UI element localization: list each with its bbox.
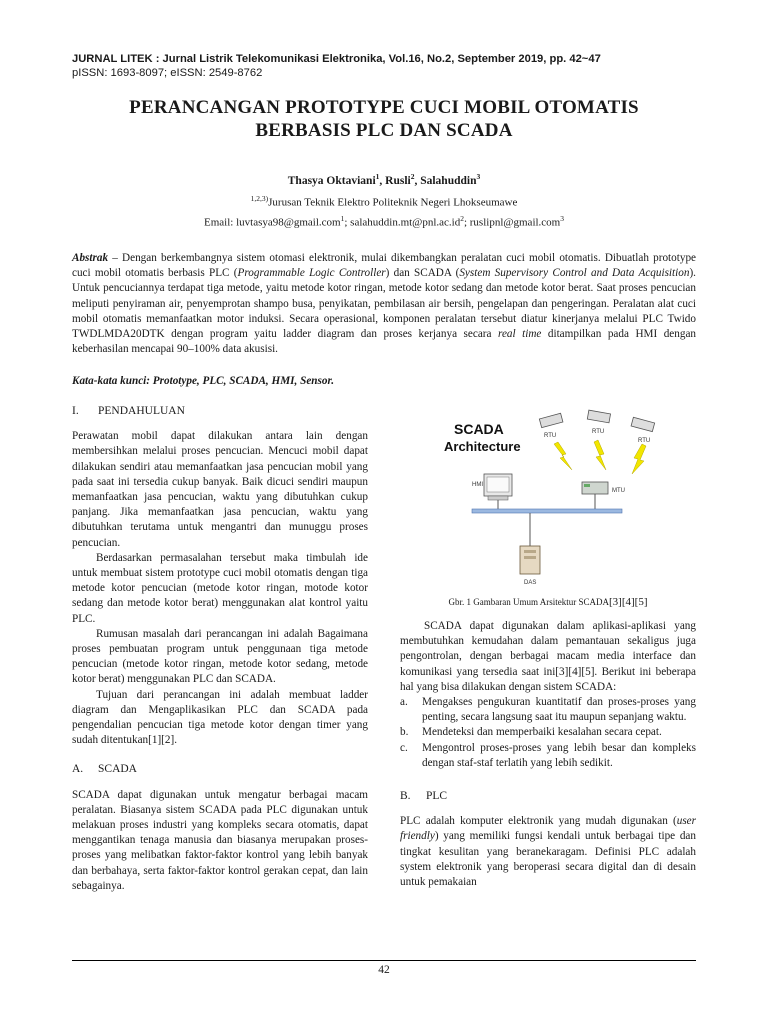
abstract-italic-2: System Supervisory Control and Data Acquisition <box>459 267 690 280</box>
title-line-2: BERBASIS PLC DAN SCADA <box>255 120 513 141</box>
abstract <box>72 251 696 357</box>
list-marker: a. <box>400 696 408 709</box>
hmi-label: HMI <box>472 482 483 488</box>
list-marker: c. <box>400 741 408 754</box>
rtu-label-2: RTU <box>592 429 605 435</box>
email-3-sup: 3 <box>560 213 564 223</box>
network-bus <box>472 509 622 513</box>
paper-title <box>60 96 708 142</box>
list-item-text: Mengakses pengukuran kuantitatif dan proses-proses yang penting, secara langsung saat itu maupun sepanjang waktu. <box>422 696 696 724</box>
left-column <box>72 404 368 894</box>
journal-header <box>72 52 712 80</box>
journal-citation: JURNAL LITEK : Jurnal Listrik Telekomunikasi Elektronika, Vol.16, No.2, September 2019, pp. 42~47 <box>72 53 601 65</box>
figure-caption-refs: [3][4][5] <box>609 596 648 608</box>
abstract-italic-1: Programmable Logic Controller <box>237 267 386 280</box>
diagram-heading-1: SCADA <box>454 421 504 437</box>
keywords: Kata-kata kunci: Prototype, PLC, SCADA, HMI, Sensor. <box>72 375 335 387</box>
rtu-label-1: RTU <box>544 433 557 439</box>
section-1-heading <box>72 404 368 419</box>
list-item-text: Mendeteksi dan memperbaiki kesalahan secara cepat. <box>422 726 662 739</box>
email-label: Email: <box>204 216 237 229</box>
email-line <box>60 211 708 231</box>
author-3: Salahuddin <box>420 174 477 187</box>
abstract-text-3: ). Untuk pencuciannya terdapat tiga metode, yaitu metode kotor ringan, metode kotor sedang dan metode kotor berat. Saat proses pencucian meliputi penyiraman air, penyemprotan shampo busa, penyikatan, pembilasan air bersih, pengelapan dan pengeringan. Peralatan alat cuci mobil otomatis memanfaatkan motor induksi. Secara operasional, komponen peralatan tersebut diatur kinerjanya melalui PLC Twido TWDLMDA20DTK dengan program yaitu ladder diagram dan proses kerjanya secara <box>72 267 696 341</box>
intro-paragraph-2: Berdasarkan permasalahan tersebut maka timbulah ide untuk membuat sistem prototype cuci mobil otomatis dengan tiga metode kotor pencucian (metode kotor ringan, motode kotor sedang dan metode kotor berat) menggunakan alat kontrol yaitu PLC. <box>72 551 368 625</box>
rtu-label-3: RTU <box>638 438 651 444</box>
email-2[interactable]: ; salahuddin.mt@pnl.ac.id <box>344 216 461 229</box>
scada-architecture-figure <box>432 400 672 588</box>
author-3-sup: 3 <box>476 172 481 181</box>
subsection-b-number: B. <box>400 790 411 803</box>
mtu-label: MTU <box>612 488 625 494</box>
scada-paragraph: SCADA dapat digunakan untuk mengatur berbagai macam peralatan. Biasanya sistem SCADA pada PLC digunakan untuk melakuan proses industri yang kompleks secara otomatis, dapat menggantikan tenaga manusia dan biasanya merupakan proses-proses yang melibatkan faktor-faktor kontrol yang lebih banyak dan berbahaya, serta faktor-faktor kontrol gerakan cepat, dan lain sebagainya. <box>72 788 368 892</box>
page-number: 42 <box>378 964 390 976</box>
plc-paragraph <box>400 814 696 890</box>
right-column <box>400 619 696 890</box>
subsection-b-heading <box>400 789 696 804</box>
title-line-1: PERANCANGAN PROTOTYPE CUCI MOBIL OTOMATIS <box>129 97 639 118</box>
abstract-dash: – <box>108 252 123 264</box>
abstract-text-2: ) dan SCADA ( <box>385 267 460 280</box>
intro-paragraph-3: Rumusan masalah dari perancangan ini adalah Bagaimana proses pembuatan program untuk penggunaan tiga metode pencucian (metode kotor ringan, metode kotor sedang, metode kotor berat) menggunakan PLC dan SCADA. <box>72 627 368 686</box>
abstract-label: Abstrak <box>72 252 109 264</box>
subsection-a-number: A. <box>72 763 84 776</box>
affiliation-sup: 1,2,3) <box>250 194 269 203</box>
list-item <box>400 725 696 740</box>
abstract-italic-3: real time <box>498 328 542 341</box>
subsection-a-title: SCADA <box>98 763 137 776</box>
plc-text-2: ) yang memiliki fungsi kendali untuk berbagai tipe dan tingkat kesulitan yang beranekaragam. Definisi PLC adalah system elektronik yang beroperasi secara digital dan di desain untuk pemakaian <box>400 830 696 889</box>
email-3[interactable]: ; ruslipnl@gmail.com <box>463 216 561 229</box>
subsection-a-heading <box>72 762 368 777</box>
figure-caption <box>400 596 696 608</box>
list-item <box>400 695 696 725</box>
plc-text-1: PLC adalah komputer elektronik yang mudah digunakan ( <box>400 815 677 828</box>
affiliation-dept: Jurusan Teknik Elektro Politeknik Negeri Lhokseumawe <box>268 196 518 209</box>
author-2: Rusli <box>385 174 411 187</box>
scada-diagram <box>432 400 672 588</box>
diagram-heading-2: Architecture <box>444 439 521 454</box>
section-1-number: I. <box>72 405 79 417</box>
author-1: Thasya Oktaviani <box>287 174 376 187</box>
figure-caption-text: Gbr. 1 Gambaran Umum Arsitektur SCADA <box>448 597 609 607</box>
list-item-text: Mengontrol proses-proses yang lebih besar dan kompleks dengan staf-staf terlatih yang lebih sedikit. <box>422 741 696 769</box>
email-1-sup: 1 <box>340 213 345 223</box>
abstract-text-4: ditampilkan pada HMI dengan keberhasilan mencapai 90–100% data akusisi. <box>72 328 697 356</box>
das-label: DAS <box>524 580 537 586</box>
section-1-title: PENDAHULUAN <box>98 405 185 417</box>
affiliation <box>60 191 708 230</box>
author-2-sup: 2 <box>410 172 415 181</box>
intro-paragraph-1: Perawatan mobil dapat dilakukan antara lain dengan membersihkan melalui proses pencucian. Mencuci mobil dapat dilakukan sendiri atau memanfaatkan jasa pencucian mobil yang pada saat ini tersedia cukup banyak. Baik dicuci sendiri maupun memanfaatkan jasa pencucian, waktu yang dibutuhkan cukup panjang. Jika memanfaatkan jasa pencucian, waktu yang dibutuhkan terutama untuk mengantri dan munuggu proses pencucian. <box>72 430 368 549</box>
subsection-b-title: PLC <box>426 790 448 803</box>
author-1-sup: 1 <box>375 172 380 181</box>
journal-issn: pISSN: 1693-8097; eISSN: 2549-8762 <box>72 67 263 79</box>
list-item <box>400 741 696 771</box>
email-2-sup: 2 <box>460 213 464 223</box>
scada-capabilities-list <box>400 695 696 771</box>
scada-applications-paragraph: SCADA dapat digunakan dalam aplikasi-aplikasi yang membutuhkan kemudahan dalam pemantauan sekaligus juga pengontrolan, dengan berbagai macam media interface dan komunikasi yang tersedia saat ini[3][4][5]. Berikut ini beberapa hal yang bisa dilakukan dengan sistem SCADA: <box>400 620 696 693</box>
email-1[interactable]: luvtasya98@gmail.com <box>236 216 341 229</box>
plc-italic: user friendly <box>400 815 696 843</box>
author-list: Thasya Oktaviani$^1$, Rusli$^2$, Salahuddin$^3$ <box>287 172 481 187</box>
abstract-text-1: Dengan berkembangnya sistem otomasi elektronik, mulai dikembangkan peralatan cuci mobil otomatis. Dibuatlah prototype cuci mobil otomatis berbasis PLC ( <box>72 252 697 280</box>
intro-paragraph-4: Tujuan dari perancangan ini adalah membuat ladder diagram dan Mengaplikasikan PLC dan SCADA pada pengendalian pencucian tiga metode kotor dengan timer yang sudah ditentukan[1][2]. <box>72 688 368 747</box>
footer-divider <box>72 960 696 961</box>
list-marker: b. <box>400 726 409 739</box>
